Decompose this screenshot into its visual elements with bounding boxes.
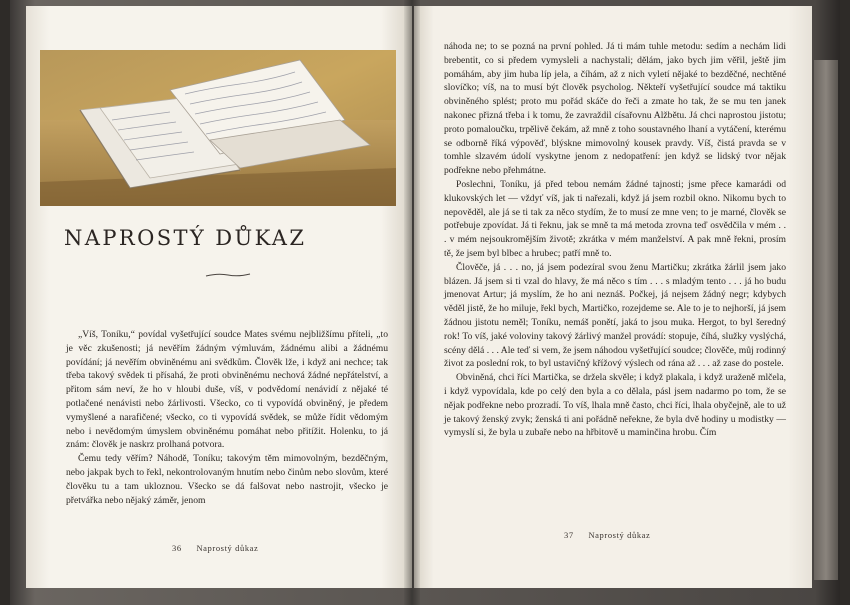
paragraph: Poslechni, Toníku, já před tebou nemám žádné tajnosti; jsme přece kamarádi od klukovských let — vždyť víš, jak ti nařezali, když já jsem rozbil okno. Nikomu bych to nepověděl, ale já se ti tak za něco stydím, že to musí ze mne ven; to je marné, člověk se potřebuje zpovídat. Já ti řeknu, jak se mně ta má metoda zrovna teď osvědčila v mém . . . v mém nejsoukromějším životě; zkrátka v mém manželství. A pak mně řekni, prosím tě, že jsem byl blbec a hrubec; patří mně to. xyxy=(444,178,786,259)
paragraph: Čemu tedy věřím? Náhodě, Toníku; takovým těm mimovolným, bezděčným, nebo jakpak bych to řekl, nekontrolovaným hnutím nebo činům nebo slovům, které člověku tu a tam ukloznou. Všecko se dá falšovat nebo nastrojit, všecko je přetvářka nebo nějaký záměr, jenom xyxy=(66,453,388,506)
book-gutter xyxy=(404,0,420,605)
right-page xyxy=(414,6,812,588)
running-title: Naprostý důkaz xyxy=(196,543,259,553)
right-body-text xyxy=(444,40,786,440)
chapter-title: NAPROSTÝ DŮKAZ xyxy=(64,226,307,250)
paragraph: Obviněná, chci říci Martička, se držela skvěle; i když plakala, i když uraženě mlčela, i když vypovídala, kde po celý den byla a co dělala, pásl jsem nadarmo po tom, že se nějak podřekne nebo prozradí. To víš, lhala mně často, chci říci, lhala obyčejně, ale to už je takový ženský zvyk; ženská ti ani pořádně neřekne, že byla dvě hodiny u modistky — vymyslí si, že byla u zubaře nebo na hřbitově u maminčina hrobu. Čím xyxy=(444,372,786,439)
letters-illustration xyxy=(40,50,396,206)
left-folio xyxy=(172,543,258,553)
page-number: 37 xyxy=(564,530,574,540)
paragraph: Člověče, já . . . no, já jsem podezíral svou ženu Martičku; zkrátka žárlil jsem jako blázen. Já jsem si ti vzal do hlavy, že má něco s tím . . . s mladým tento . . . já ho budu jmenovat Artur; já myslím, že ho ani neznáš. Počkej, já nejsem žádný negr; kdybych věděl jistě, že ho miluje, řekl bych, Martičko, rozejdeme se. Ale to je to nejhorší, já jsem žádnou jistotu neměl; Toníku, nemáš ponětí, jaká to jsou muka. Hergot, to byl šeredný rok! To víš, jaké voloviny takový žárlivý manžel provádí: stopuje, číhá, služky vyslýchá, scény dělá . . . Ale teď si vem, že jsem náhodou vyšetřující soudce; člověče, můj rodinný život za poslední rok, to byl ustavičný křížový výslech od rána až . . . až zase do postele. xyxy=(444,261,786,370)
paragraph: „Víš, Toníku,“ povídal vyšetřující soudce Mates svému nejbližšímu příteli, „to je věc zkušenosti; já nevěřím žádným výmluvám, žádnému alibi a žádnému povídání; já nevěřím obviněnému ani svědkům. Člověk lže, i když ani nechce; tak třeba takový svědek ti přísahá, že proti obviněnému nechová žádné nepřátelství, a přitom sám neví, že ho v hloubi duše, víš, v podvědomí nenávidí z nějaké té potlačené nenávisti nebo žárlivosti. Všecko, co ti vypovídá obviněný, je předem vymyšlené a narafičené; všecko, co ti vypovídá svědek, se může řídit vědomým nebo i nevědomým úmyslem obviněnému pomáhat nebo přitížit. Holenku, to já znám: člověk je naskrz prolhaná potvora. xyxy=(66,329,388,451)
left-page xyxy=(26,6,412,588)
running-title: Naprostý důkaz xyxy=(588,530,651,540)
page-number: 36 xyxy=(172,543,182,553)
paragraph: náhoda ne; to se pozná na první pohled. Já ti mám tuhle metodu: sedím a nechám lidi brebentit, co si předem vymysleli a nachystali; dělám, jako bych jim věřil, ještě jim pomáhám, aby jim huba líp jela, a číhám, až z nich vyletí nějaké to bezděčné, nechtěné slovíčko; víš, na to musí být člověk psycholog. Někteří vyšetřující soudce má taktiku obviněného splést; proto mu pořád skáče do řeči a zmate ho tak, že se mu ten janek nakonec přizná třeba i k tomu, že zavraždil císařovnu Alžbětu. Já chci naprostou jistotu; proto pomaloučku, trpělivě čekám, až mně z toho soustavného lhaní a vytáčení, kterému se odborně říká výpověď, blýskne mimovolný kousek pravdy. Víš, čistá pravda se v tomhle slzavém údolí vyskytne jenom z nedopatření: jen když se lidský tvor nějak podřekne nebo přehmátne. xyxy=(444,41,786,177)
left-body-text xyxy=(66,328,388,507)
right-folio xyxy=(564,530,650,540)
title-ornament xyxy=(204,271,252,279)
book-edge xyxy=(814,60,838,580)
